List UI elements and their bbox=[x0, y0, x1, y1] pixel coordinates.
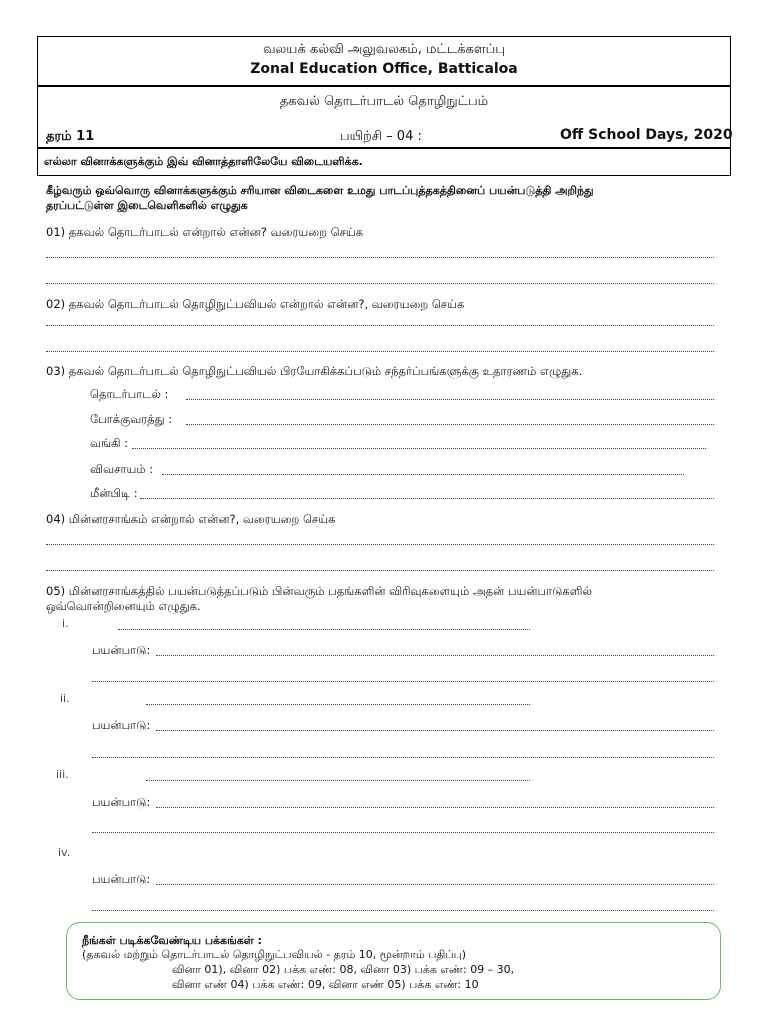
reference-note-line-3: வினா எண் 04) பக்க எண்: 09, வினா எண் 05) பக்க எண்: 10 bbox=[172, 978, 479, 991]
usage-label: பயன்பாடு: bbox=[92, 795, 151, 809]
q5-roman-iii: iii. bbox=[56, 768, 69, 781]
q5-roman-i: i. bbox=[62, 617, 69, 630]
office-tamil: வலயக் கல்வி அலுவலகம், மட்டக்களப்பு bbox=[263, 42, 505, 57]
question-5-line-1: 05) மின்னரசாங்கத்தில் பயன்படுத்தப்படும் பின்வரும் பதங்களின் விரிவுகளையும் அதன் பயன்பாடுகளில் bbox=[46, 584, 592, 598]
answer-line[interactable] bbox=[46, 543, 714, 545]
reference-note-line-1: (தகவல் மற்றும் தொடர்பாடல் தொழிநுட்பவியல் - தரம் 10, மூன்றாம் பதிப்பு) bbox=[82, 948, 467, 961]
usage-label: பயன்பாடு: bbox=[92, 643, 151, 657]
answer-line[interactable] bbox=[92, 909, 714, 911]
instruction-text: எல்லா வினாக்களுக்கும் இவ் வினாத்தாளிலேயே விடையளிக்க. bbox=[44, 155, 363, 168]
question-2: 02) தகவல் தொடர்பாடல் தொழிநுட்பவியல் என்றால் என்ன?, வரையறை செய்க bbox=[46, 297, 465, 311]
answer-line[interactable] bbox=[92, 756, 714, 758]
practice-label: பயிற்சி – 04 : bbox=[340, 129, 422, 144]
intro-line-2: தரப்பட்டுள்ள இடைவெளிகளில் எழுதுக bbox=[46, 199, 248, 212]
question-5-line-2: ஒவ்வொன்றினையும் எழுதுக. bbox=[46, 599, 201, 613]
answer-line[interactable] bbox=[46, 324, 714, 326]
q3-item-communication: தொடர்பாடல் : bbox=[90, 387, 169, 401]
reference-note-title: நீங்கள் படிக்கவேண்டிய பக்கங்கள் : bbox=[82, 934, 262, 947]
grade-label: தரம் 11 bbox=[46, 129, 95, 144]
term-line[interactable] bbox=[146, 703, 530, 705]
reference-note-line-2: வினா 01), வினா 02) பக்க எண்: 08, வினா 03) பக்க எண்: 09 – 30, bbox=[172, 963, 515, 976]
q5-roman-ii: ii. bbox=[60, 692, 70, 705]
usage-label: பயன்பாடு: bbox=[92, 718, 151, 732]
answer-line[interactable] bbox=[92, 831, 714, 833]
office-english: Zonal Education Office, Batticaloa bbox=[250, 61, 518, 77]
term-line[interactable] bbox=[146, 779, 530, 781]
answer-line[interactable] bbox=[162, 473, 684, 475]
answer-line[interactable] bbox=[92, 680, 714, 682]
answer-line[interactable] bbox=[186, 423, 714, 425]
answer-line[interactable] bbox=[156, 883, 714, 885]
q3-item-fishing: மீன்பிடி : bbox=[90, 486, 138, 500]
answer-line[interactable] bbox=[46, 569, 714, 571]
q3-item-agriculture: விவசாயம் : bbox=[90, 462, 154, 476]
question-3: 03) தகவல் தொடர்பாடல் தொழிநுட்பவியல் பிரயோகிக்கப்படும் சந்தர்ப்பங்களுக்கு உதாரணம் எழுதுக. bbox=[46, 364, 583, 378]
usage-label: பயன்பாடு: bbox=[92, 872, 151, 886]
answer-line[interactable] bbox=[46, 256, 714, 258]
answer-line[interactable] bbox=[132, 447, 706, 449]
q3-item-transport: போக்குவரத்து : bbox=[90, 412, 173, 426]
answer-line[interactable] bbox=[156, 806, 714, 808]
term-line[interactable] bbox=[118, 628, 530, 630]
subject-title: தகவல் தொடர்பாடல் தொழிநுட்பம் bbox=[279, 94, 489, 109]
answer-line[interactable] bbox=[140, 497, 714, 499]
answer-line[interactable] bbox=[156, 729, 714, 731]
answer-line[interactable] bbox=[46, 350, 714, 352]
q3-item-bank: வங்கி : bbox=[90, 436, 129, 450]
period-label: Off School Days, 2020 bbox=[560, 127, 733, 143]
question-1: 01) தகவல் தொடர்பாடல் என்றால் என்ன? வரையறை செய்க bbox=[46, 225, 364, 239]
intro-line-1: கீழ்வரும் ஒவ்வொரு வினாக்களுக்கும் சரியான விடைகளை உமது பாடப்புத்தகத்தினைப் பயன்படுத்தி அறிந்து bbox=[46, 184, 594, 197]
answer-line[interactable] bbox=[156, 654, 714, 656]
question-4: 04) மின்னரசாங்கம் என்றால் என்ன?, வரையறை செய்க bbox=[46, 512, 336, 526]
answer-line[interactable] bbox=[46, 282, 714, 284]
q5-roman-iv: iv. bbox=[58, 846, 71, 859]
answer-line[interactable] bbox=[186, 398, 714, 400]
